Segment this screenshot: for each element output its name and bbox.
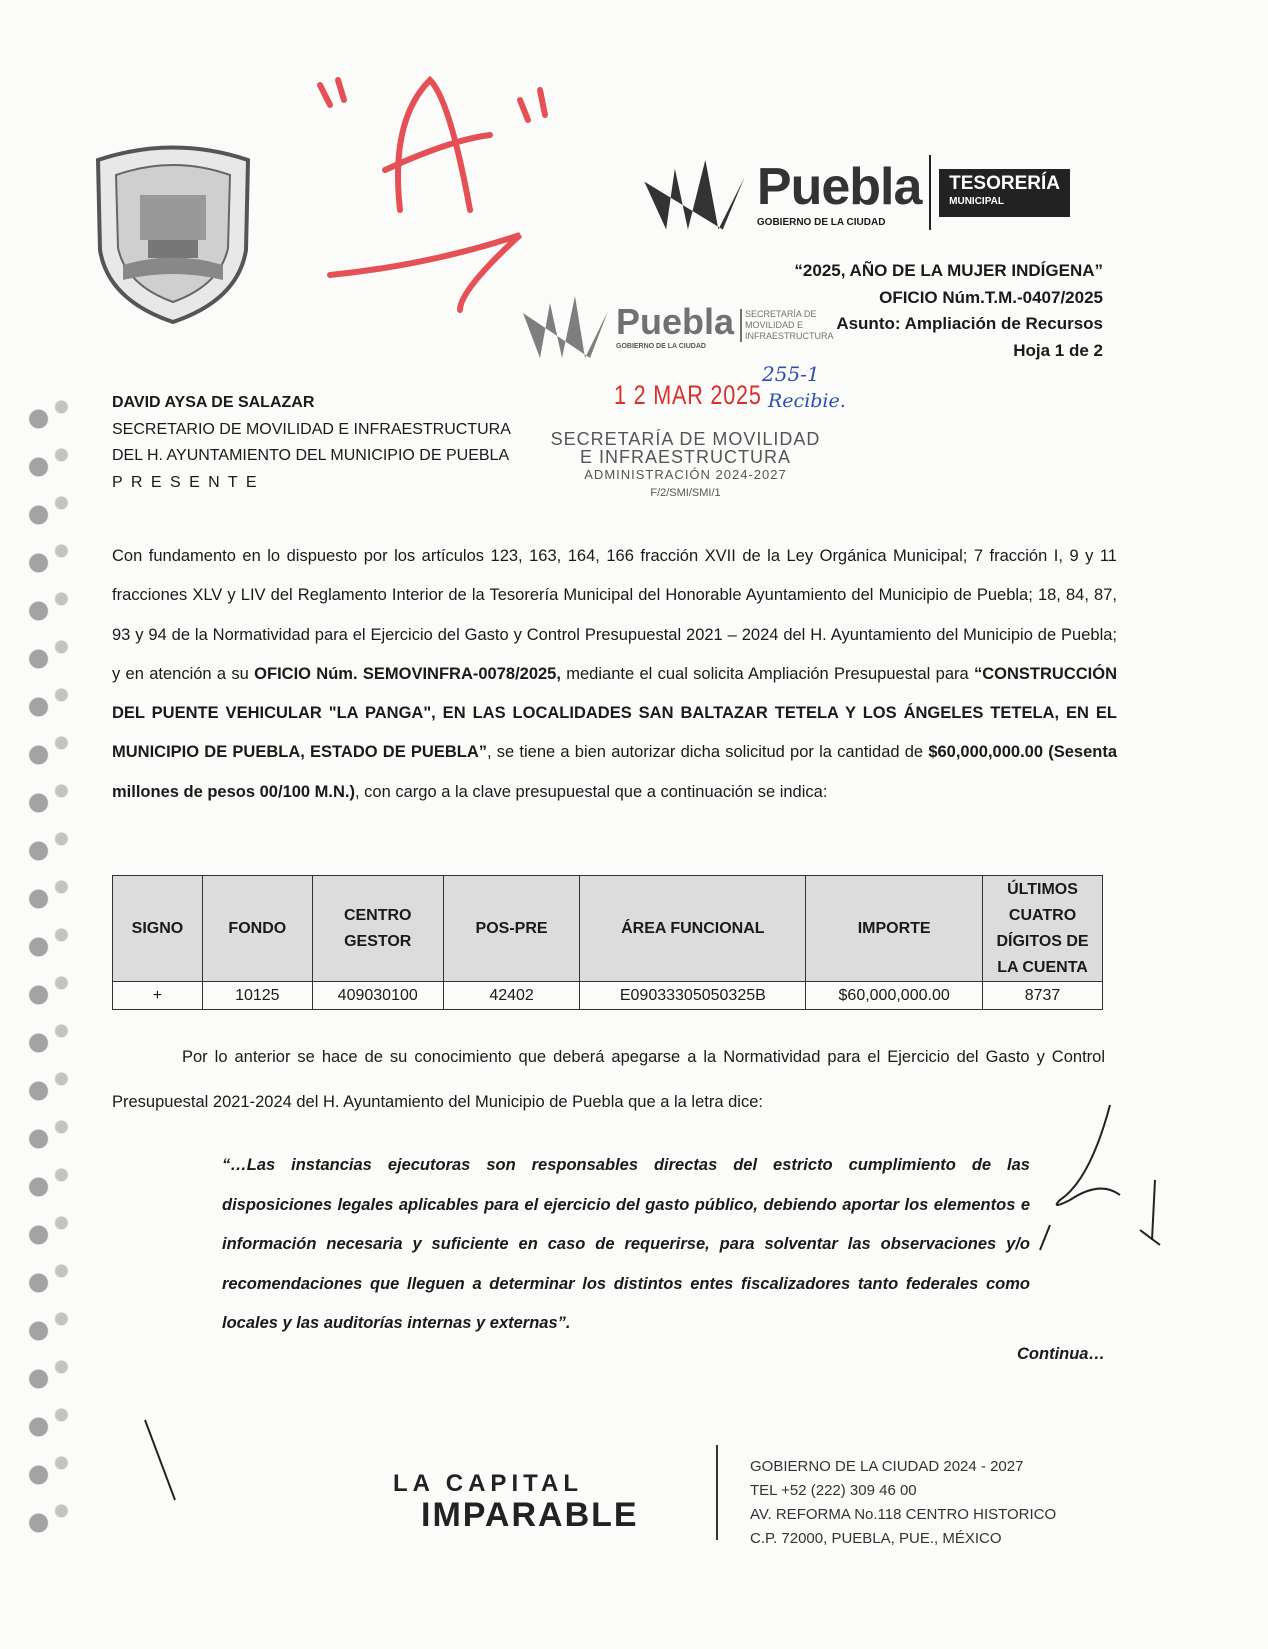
body-paragraph — [112, 537, 1117, 812]
decorative-border — [24, 395, 76, 1545]
footer-line: GOBIERNO DE LA CIUDAD 2024 - 2027 — [750, 1458, 1024, 1475]
stamp-logo-word: Puebla — [616, 300, 735, 342]
column-header: ÁREA FUNCIONAL — [580, 876, 806, 982]
date-stamp: 1 2 MAR 2025 — [614, 380, 762, 410]
footer-line: C.P. 72000, PUEBLA, PUE., MÉXICO — [750, 1530, 1002, 1545]
secretaria-stamp — [548, 430, 823, 502]
project-name: “CONSTRUCCIÓN DEL PUENTE VEHICULAR "LA PANGA", EN LAS LOCALIDADES SAN BALTAZAR TETELA Y LOS ÁNGELES TETELA, EN EL MUNICIPIO DE PUEBLA, ESTADO DE PUEBLA” — [112, 664, 1117, 762]
footer-line: AV. REFORMA No.118 CENTRO HISTORICO — [750, 1506, 1057, 1523]
table-cell: 10125 — [202, 982, 312, 1010]
table-cell: 42402 — [443, 982, 580, 1010]
body-text: , se tiene a bien autorizar dicha solicitud por la cantidad de — [487, 743, 929, 762]
stamp-line: SECRETARÍA DE MOVILIDAD — [550, 429, 821, 449]
subject: Asunto: Ampliación de Recursos — [836, 314, 1103, 333]
addressee-title: DEL H. AYUNTAMIENTO DEL MUNICIPIO DE PUEBLA — [112, 447, 510, 464]
column-header: FONDO — [202, 876, 312, 982]
year-motto: “2025, AÑO DE LA MUJER INDÍGENA” — [794, 261, 1103, 280]
request-oficio: OFICIO Núm. SEMOVINFRA-0078/2025, — [254, 664, 561, 683]
stamp-line: E INFRAESTRUCTURA — [579, 447, 791, 467]
footer-line: TEL +52 (222) 309 46 00 — [750, 1482, 917, 1499]
tesoreria-badge — [939, 169, 1070, 217]
table-cell: E09033305050325B — [580, 982, 806, 1010]
column-header: SIGNO — [113, 876, 203, 982]
addressee-title: SECRETARIO DE MOVILIDAD E INFRAESTRUCTURA — [112, 420, 511, 438]
document-header-info — [794, 258, 1103, 364]
handwritten-number: 255-1 — [762, 362, 820, 386]
city-seal-logo — [88, 140, 258, 325]
dept-sub: MUNICIPAL — [949, 195, 1004, 207]
pen-mark — [140, 1415, 200, 1505]
footer-contact — [750, 1455, 1056, 1545]
footer-divider — [716, 1445, 718, 1540]
body-text: , con cargo a la clave presupuestal que a continuación se indica: — [355, 782, 828, 801]
la-capital-imparable-logo — [393, 1470, 693, 1532]
page-indicator: Hoja 1 de 2 — [1013, 340, 1103, 360]
skyline-stamp-icon — [520, 293, 610, 358]
city-skyline-icon — [640, 150, 749, 235]
body-text: mediante el cual solicita Ampliación Presupuestal para — [560, 664, 974, 683]
normativity-paragraph: Por lo anterior se hace de su conocimiento que deberá apegarse a la Normatividad para el Ejercicio del Gasto y Control Presupuestal 2021-2024 del H. Ayuntamiento del Municipio de Puebla que a la letra dice: — [112, 1048, 1105, 1111]
quoted-regulation: “…Las instancias ejecutoras son responsables directas del estricto cumplimiento de las disposiciones legales aplicables para el ejercicio del gasto público, debiendo aportar los elementos e información necesaria y suficiente en caso de requerirse, para solventar las observaciones y/o recomendaciones que lleguen a determinar los distintos entes fiscalizadores tanto federales como locales y las auditorías internas y externas”. — [222, 1156, 1030, 1332]
body-text: Con fundamento en lo dispuesto por los artículos 123, 163, 164, 166 fracción XVII de la Ley Orgánica Municipal; 7 fracción I, 9 y 11 fracciones XLV y LIV del Reglamento Interior de la Tesorería Municipal del Honorable Ayuntamiento del Municipio de Puebla; 18, 84, 87, 93 y 94 de la Normatividad para el Ejercicio del Gasto y Control Presupuestal 2021 – 2024 del H. Ayuntamiento del Municipio de Puebla; y en atención a su — [112, 547, 1117, 683]
table-header-row — [113, 876, 1103, 982]
column-header: POS-PRE — [443, 876, 580, 982]
continued-label: Continua… — [1017, 1345, 1105, 1363]
column-header: ÚLTIMOS CUATRO DÍGITOS DE LA CUENTA — [983, 876, 1103, 982]
table-cell: 409030100 — [312, 982, 443, 1010]
stamp-line: F/2/SMI/SMI/1 — [650, 487, 721, 499]
logo-subtitle: GOBIERNO DE LA CIUDAD — [756, 217, 886, 228]
amount: $60,000,000.00 (Sesenta millones de pesos 00/100 M.N.) — [112, 743, 1117, 801]
stamp-line: ADMINISTRACIÓN 2024-2027 — [584, 467, 787, 482]
puebla-tesoreria-logo — [640, 150, 1070, 235]
addressee-name: DAVID AYSA DE SALAZAR — [112, 394, 315, 411]
addressee-block — [112, 390, 511, 496]
budget-table — [112, 875, 1103, 1010]
slogan-line: LA CAPITAL — [393, 1470, 583, 1497]
table-cell: + — [113, 982, 203, 1010]
stamp-logo-sub: GOBIERNO DE LA CIUDAD — [616, 342, 706, 350]
oficio-number: OFICIO Núm.T.M.-0407/2025 — [879, 287, 1103, 307]
dept-name: TESORERÍA — [949, 172, 1060, 194]
logo-word: Puebla — [756, 158, 922, 216]
column-header: IMPORTE — [806, 876, 983, 982]
table-cell: 8737 — [983, 982, 1103, 1010]
stamp-dept: SECRETARÍA DE MOVILIDAD E INFRAESTRUCTURA — [740, 309, 840, 342]
column-header: CENTRO GESTOR — [312, 876, 443, 982]
handwritten-note: Recibie. — [768, 390, 846, 412]
greeting: P R E S E N T E — [112, 473, 259, 491]
table-cell: $60,000,000.00 — [806, 982, 983, 1010]
signature-initials — [1030, 1100, 1170, 1260]
slogan-line: IMPARABLE — [421, 1496, 639, 1534]
table-row — [113, 982, 1103, 1010]
